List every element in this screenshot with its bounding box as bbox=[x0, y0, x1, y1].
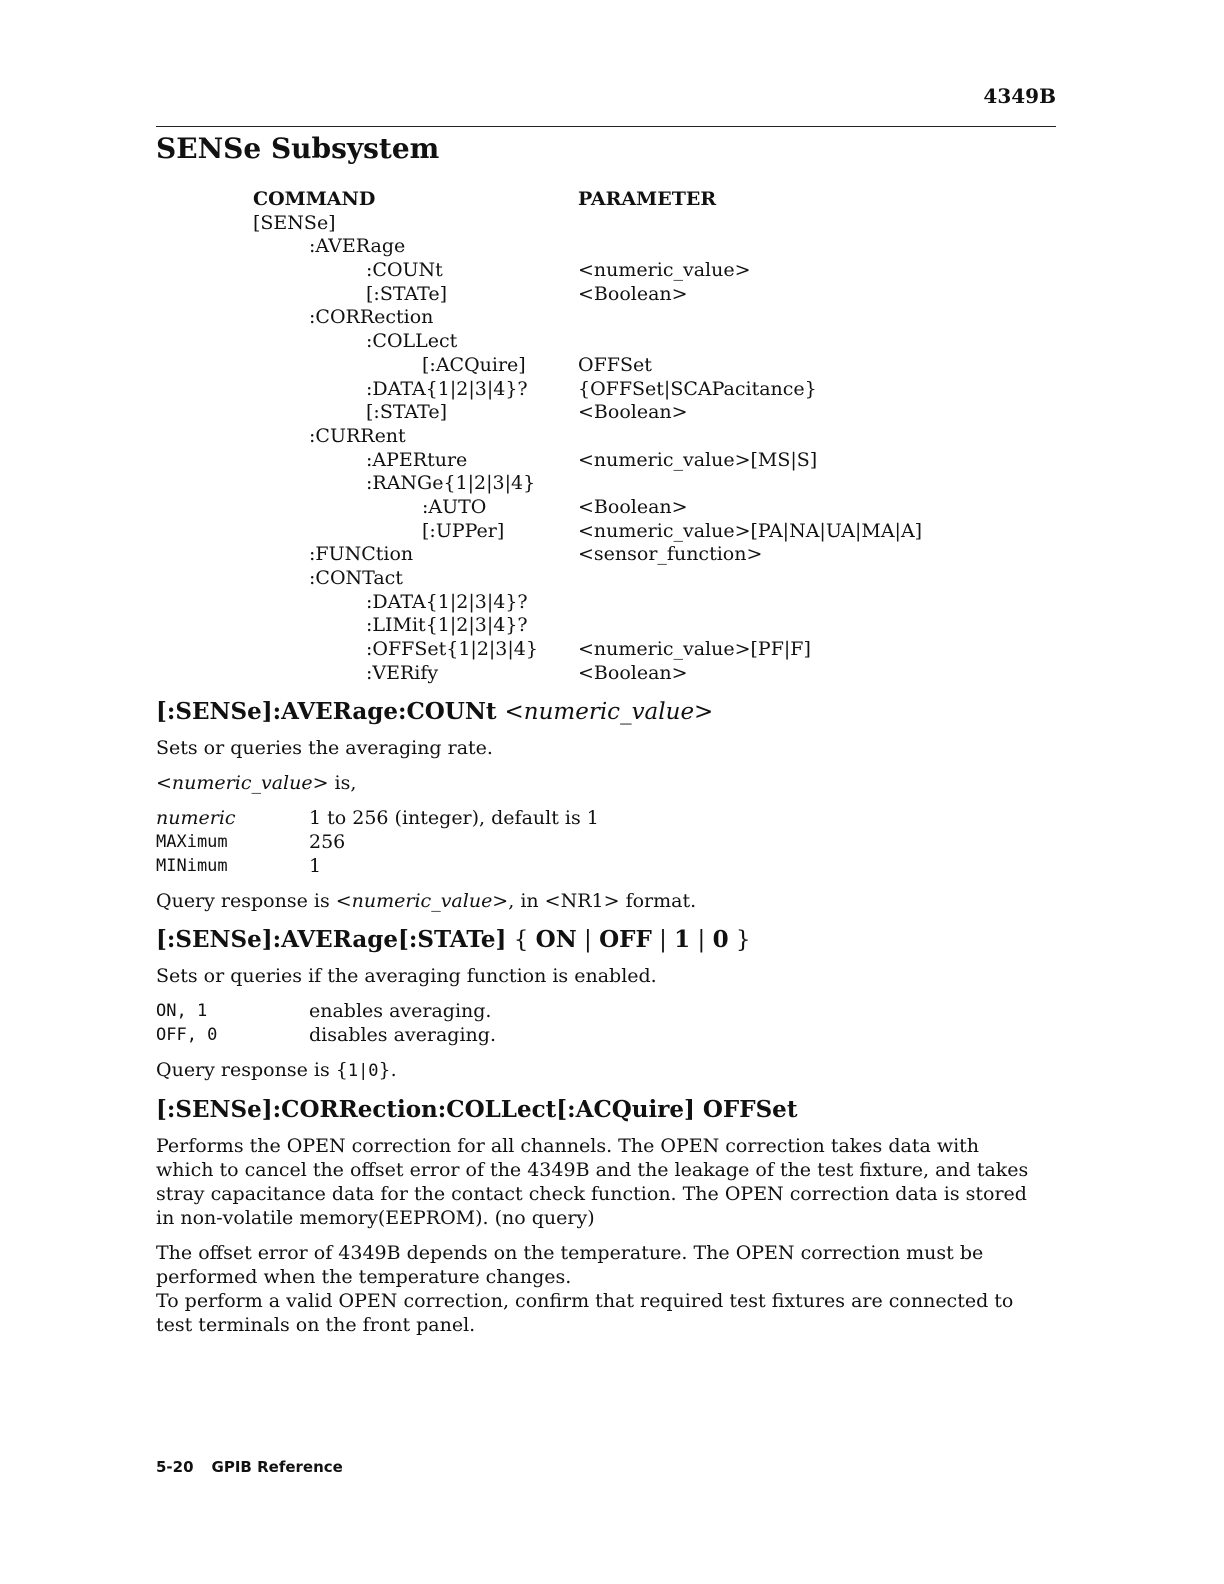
command-name: :RANGe{1|2|3|4} bbox=[366, 472, 536, 495]
command-parameter: <Boolean> bbox=[578, 661, 688, 684]
section-title: SENSe Subsystem bbox=[156, 132, 440, 165]
command-name: :AUTO bbox=[422, 495, 487, 518]
command-name: :APERture bbox=[366, 448, 468, 471]
command-parameter: {OFFSet|SCAPacitance} bbox=[578, 377, 817, 400]
command-name: :CURRent bbox=[309, 424, 406, 447]
heading-average-state: [:SENSe]:AVERage[:STATe] { ON | OFF | 1 | 0 } bbox=[156, 926, 751, 953]
definition-value: 1 bbox=[309, 855, 322, 877]
definition-row bbox=[156, 854, 1036, 878]
definition-key: numeric bbox=[156, 807, 236, 829]
definition-key: MINimum bbox=[156, 856, 228, 876]
heading-average-count bbox=[156, 698, 1036, 726]
command-name: :DATA{1|2|3|4}? bbox=[366, 377, 528, 400]
definition-list bbox=[156, 806, 1036, 878]
command-name: [:UPPer] bbox=[422, 519, 505, 542]
definition-value: disables averaging. bbox=[309, 1024, 496, 1046]
query-response: Query response is {1|0}. bbox=[156, 1059, 397, 1081]
model-number: 4349B bbox=[983, 84, 1056, 108]
heading-correction-collect: [:SENSe]:CORRection:COLLect[:ACQuire] OFFSet bbox=[156, 1096, 798, 1123]
paragraph: To perform a valid OPEN correction, confirm that required test fixtures are connected to test terminals on the front panel. bbox=[156, 1290, 1014, 1336]
definition-row bbox=[156, 830, 1036, 854]
footer-title: GPIB Reference bbox=[211, 1458, 343, 1476]
command-column-header: COMMAND bbox=[253, 188, 376, 210]
section-average-count bbox=[156, 698, 1036, 913]
definition-value: enables averaging. bbox=[309, 1000, 492, 1022]
definition-value: 1 to 256 (integer), default is 1 bbox=[309, 807, 599, 829]
definition-key: ON, 1 bbox=[156, 1001, 208, 1021]
section-correction-collect bbox=[156, 1096, 1036, 1337]
definition-row bbox=[156, 999, 1036, 1023]
command-name: :COUNt bbox=[366, 259, 443, 282]
command-name: :CONTact bbox=[309, 567, 403, 589]
heading-command: [:SENSe]:AVERage:COUNt bbox=[156, 698, 497, 725]
paragraph: The offset error of 4349B depends on the temperature. The OPEN correction must be performed when the temperature changes. bbox=[156, 1242, 984, 1288]
command-name: :FUNCtion bbox=[309, 543, 414, 566]
command-name: :CORRection bbox=[309, 306, 434, 329]
command-name: :LIMit{1|2|3|4}? bbox=[366, 614, 528, 637]
heading-argument: <numeric_value> bbox=[504, 699, 714, 725]
command-name: [SENSe] bbox=[253, 211, 336, 234]
command-parameter: <numeric_value>[MS|S] bbox=[578, 448, 818, 471]
command-name: [:ACQuire] bbox=[422, 353, 526, 376]
header-rule bbox=[156, 126, 1056, 127]
command-name: :COLLect bbox=[366, 330, 458, 353]
command-parameter: <numeric_value>[PF|F] bbox=[578, 638, 811, 661]
command-parameter: OFFSet bbox=[578, 353, 652, 376]
description: Sets or queries if the averaging function is enabled. bbox=[156, 965, 657, 987]
definition-row bbox=[156, 806, 1036, 830]
command-name: :VERify bbox=[366, 661, 439, 684]
command-parameter: <sensor_function> bbox=[578, 543, 763, 566]
command-name: [:STATe] bbox=[366, 401, 448, 424]
command-parameter: <numeric_value> bbox=[578, 259, 751, 282]
page-number: 5-20 bbox=[156, 1458, 194, 1476]
definition-key: MAXimum bbox=[156, 832, 228, 852]
parameter-column-header: PARAMETER bbox=[578, 188, 717, 210]
command-parameter: <Boolean> bbox=[578, 401, 688, 424]
definition-key: OFF, 0 bbox=[156, 1025, 218, 1045]
page-footer bbox=[156, 1458, 343, 1476]
definition-list bbox=[156, 999, 1036, 1047]
command-name: :DATA{1|2|3|4}? bbox=[366, 590, 528, 613]
command-name: :AVERage bbox=[309, 235, 406, 258]
command-name: :OFFSet{1|2|3|4} bbox=[366, 638, 538, 661]
command-parameter: <Boolean> bbox=[578, 495, 688, 518]
section-average-state bbox=[156, 926, 1036, 1083]
argument-intro: <numeric_value> is, bbox=[156, 772, 357, 794]
paragraph: Performs the OPEN correction for all channels. The OPEN correction takes data with which to cancel the offset error of the 4349B and the leakage of the test fixture, and takes stray capacitance data for the contact check function. The OPEN correction data is stored in non-volatile memory(EEPROM). (no query) bbox=[156, 1135, 1029, 1229]
command-parameter: <numeric_value>[PA|NA|UA|MA|A] bbox=[578, 519, 923, 542]
command-parameter: <Boolean> bbox=[578, 282, 688, 305]
main-content bbox=[156, 698, 1036, 1350]
definition-row bbox=[156, 1023, 1036, 1047]
description: Sets or queries the averaging rate. bbox=[156, 737, 493, 759]
definition-value: 256 bbox=[309, 831, 346, 853]
query-response: Query response is <numeric_value>, in <NR1> format. bbox=[156, 890, 697, 912]
command-name: [:STATe] bbox=[366, 282, 448, 305]
